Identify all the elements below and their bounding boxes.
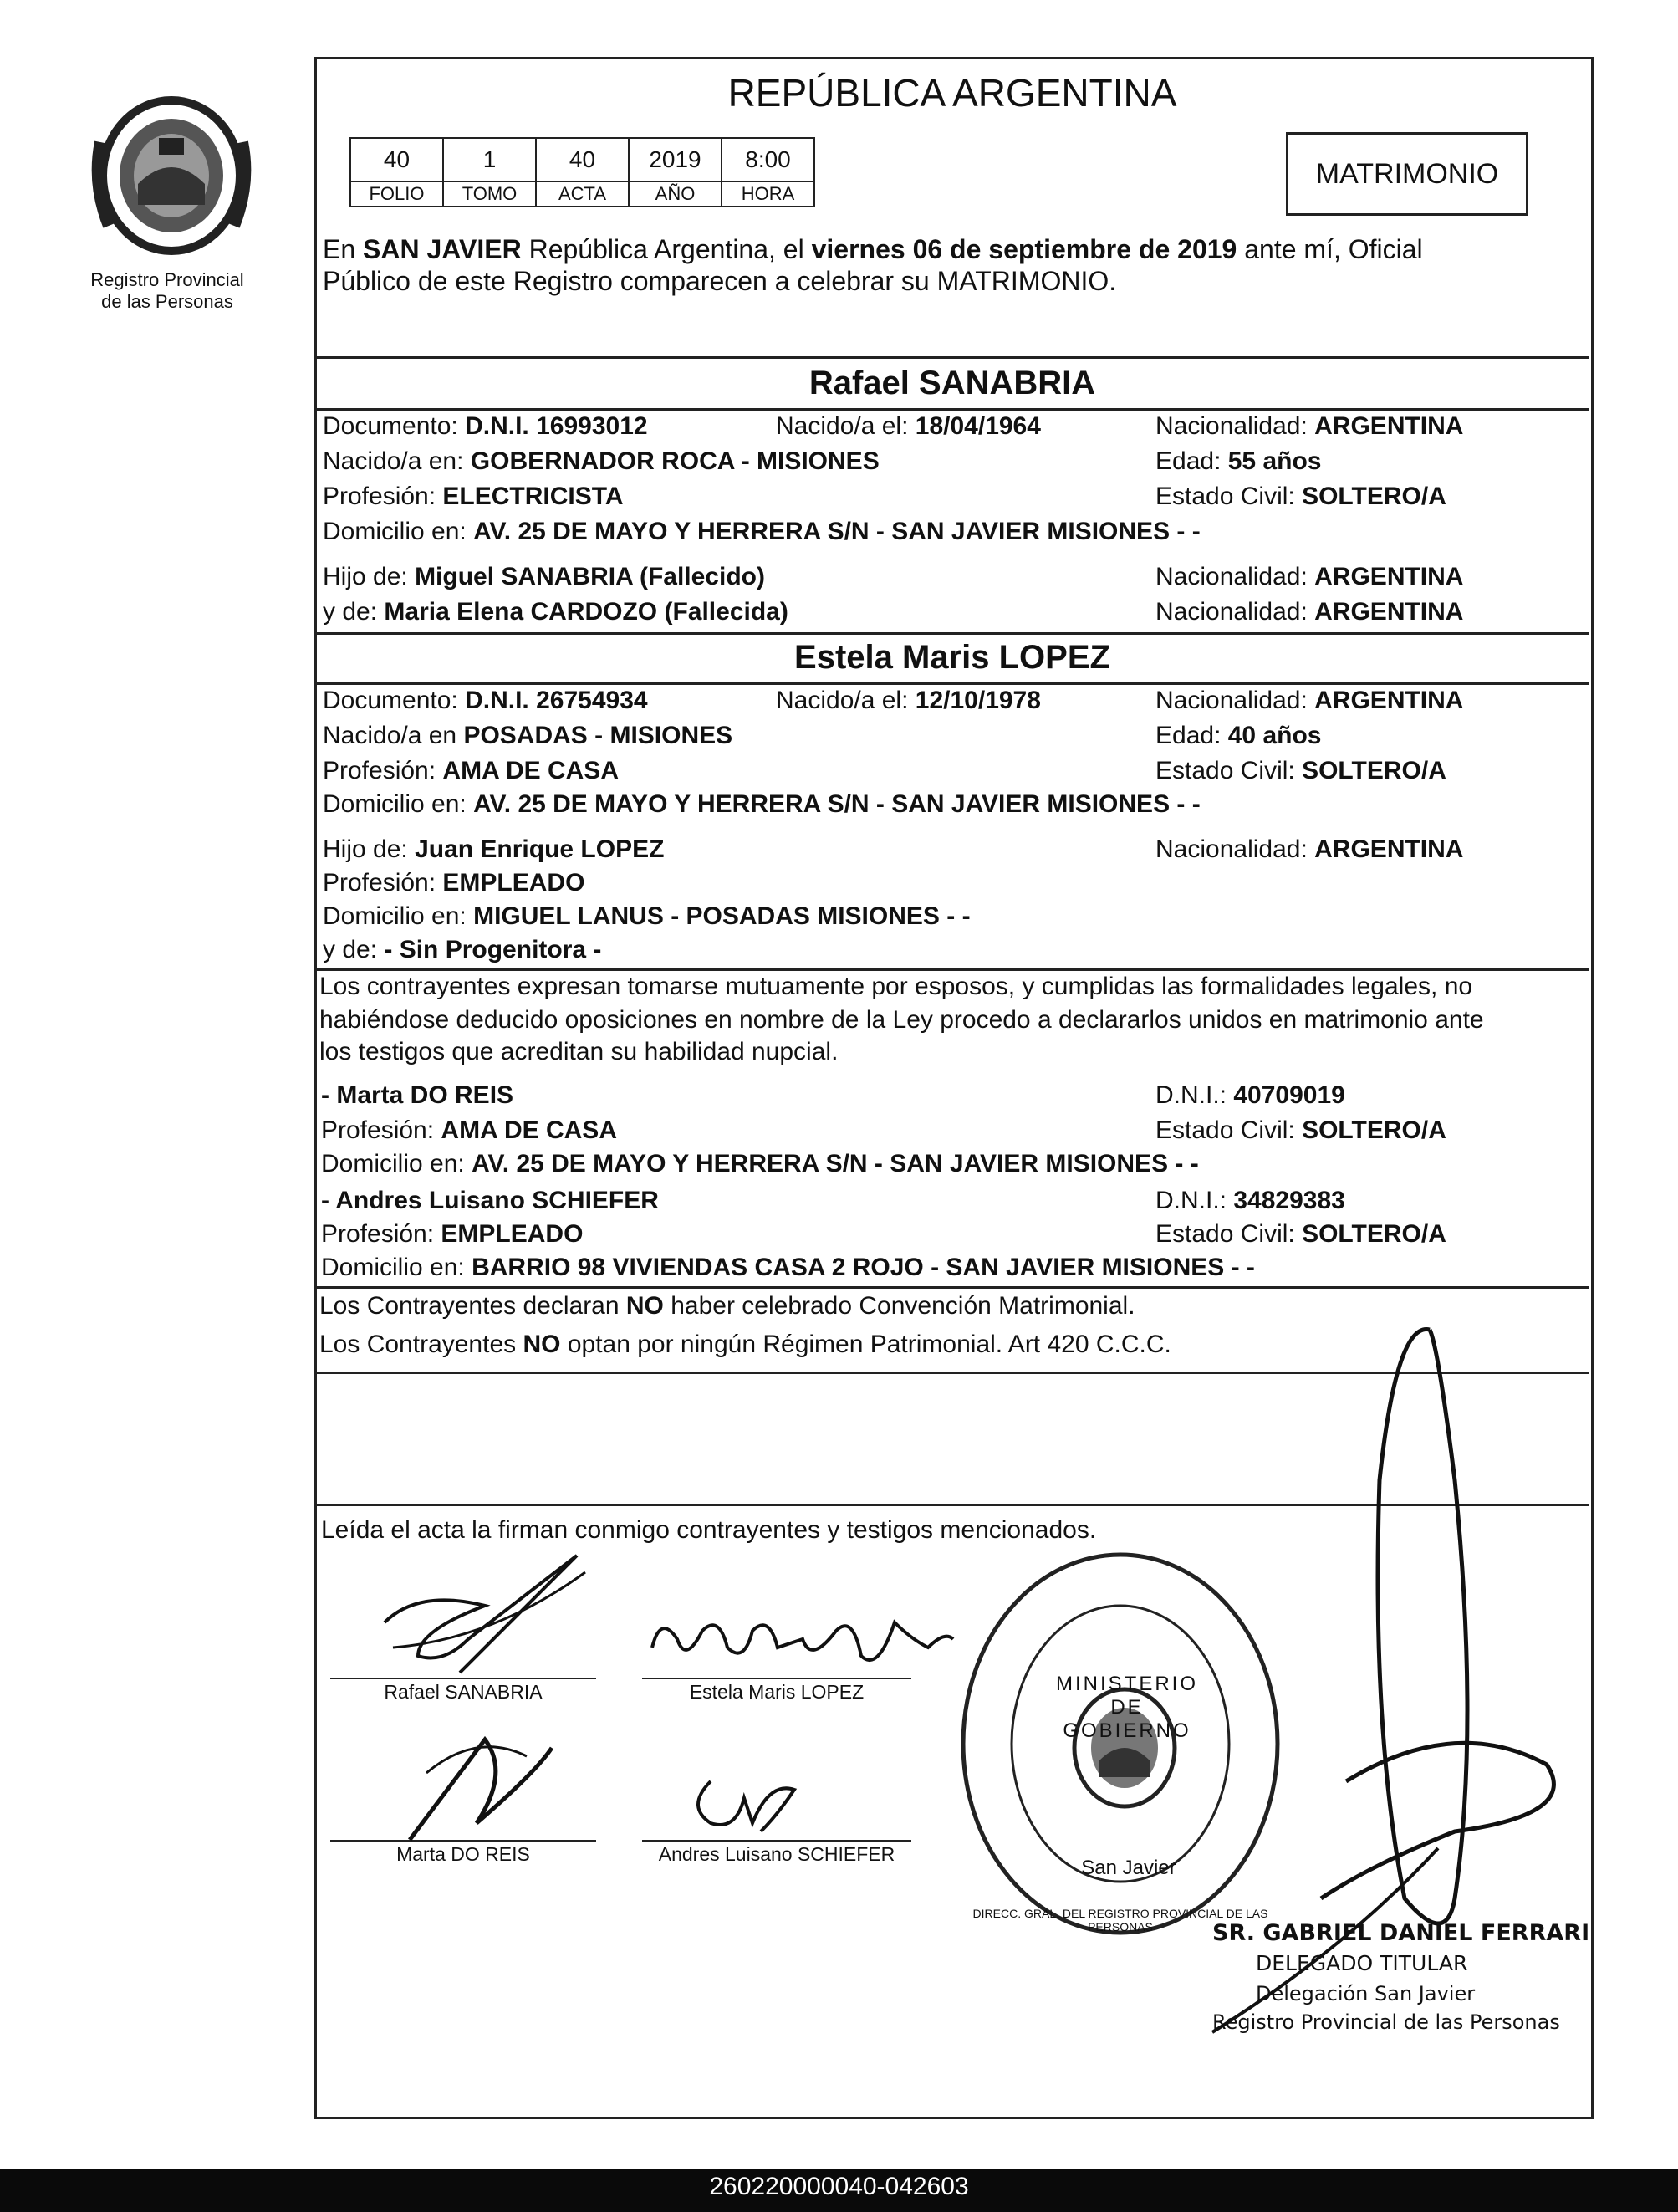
- witness-1-address: Domicilio en: AV. 25 DE MAYO Y HERRERA S/N - SAN JAVIER MISIONES - -: [321, 1150, 1199, 1178]
- groom-mother: y de: Maria Elena CARDOZO (Fallecida): [323, 598, 788, 626]
- groom-father-nationality: Nacionalidad: ARGENTINA: [1155, 563, 1464, 590]
- acta-label: ACTA: [536, 181, 629, 207]
- seal-city: San Javier: [1081, 1857, 1176, 1879]
- bride-nationality: Nacionalidad: ARGENTINA: [1155, 687, 1464, 714]
- seal-inner-text: MINISTERIO DE GOBIERNO: [1055, 1673, 1198, 1742]
- bride-birthplace: Nacido/a en POSADAS - MISIONES: [323, 722, 733, 749]
- bride-civil-status: Estado Civil: SOLTERO/A: [1155, 757, 1446, 784]
- bride-birthdate: Nacido/a el: 12/10/1978: [776, 687, 1041, 714]
- signature-label-witness-2: Andres Luisano SCHIEFER: [658, 1843, 895, 1865]
- witness-2-civil-status: Estado Civil: SOLTERO/A: [1155, 1220, 1446, 1248]
- groom-father: Hijo de: Miguel SANABRIA (Fallecido): [323, 563, 765, 590]
- bride-father-profession: Profesión: EMPLEADO: [323, 869, 585, 897]
- declaration-line-3: los testigos que acreditan su habilidad nupcial.: [319, 1038, 839, 1065]
- folio-value: 40: [350, 138, 443, 181]
- act-type: MATRIMONIO: [1315, 157, 1499, 190]
- bride-mother: y de: - Sin Progenitora -: [323, 936, 602, 963]
- seal-outer-text: DIRECC. GRAL. DEL REGISTRO PROVINCIAL DE LAS PERSONAS: [972, 1907, 1268, 1934]
- intro-line-2: Público de este Registro comparecen a celebrar su MATRIMONIO.: [323, 266, 1117, 296]
- witness-2-dni: D.N.I.: 34829383: [1155, 1187, 1345, 1214]
- officer-role: DELEGADO TITULAR: [1256, 1951, 1468, 1975]
- hora-value: 8:00: [722, 138, 814, 181]
- signature-label-bride: Estela Maris LOPEZ: [689, 1681, 865, 1703]
- officer-office: Delegación San Javier: [1256, 1982, 1476, 2005]
- signature-label-groom: Rafael SANABRIA: [384, 1681, 543, 1703]
- hora-label: HORA: [722, 181, 814, 207]
- provincial-logo: [84, 92, 259, 268]
- ano-value: 2019: [629, 138, 722, 181]
- bride-address: Domicilio en: AV. 25 DE MAYO Y HERRERA S/N - SAN JAVIER MISIONES - -: [323, 790, 1201, 818]
- officer-name: SR. GABRIEL DANIEL FERRARI: [1212, 1920, 1590, 1946]
- officer-registry: Registro Provincial de las Personas: [1212, 2010, 1560, 2034]
- convention-line-1: Los Contrayentes declaran NO haber celebrado Convención Matrimonial.: [319, 1292, 1135, 1320]
- record-table: [349, 137, 815, 207]
- declaration-line-1: Los contrayentes expresan tomarse mutuamente por esposos, y cumplidas las formalidades legales, no: [319, 973, 1473, 1000]
- groom-profession: Profesión: ELECTRICISTA: [323, 483, 624, 510]
- signature-label-witness-1: Marta DO REIS: [396, 1843, 530, 1865]
- footer-code: 260220000040-042603: [709, 2173, 969, 2200]
- groom-birthdate: Nacido/a el: 18/04/1964: [776, 412, 1041, 440]
- convention-line-2: Los Contrayentes NO optan por ningún Régimen Patrimonial. Art 420 C.C.C.: [319, 1331, 1171, 1358]
- act-type-box: [1286, 132, 1528, 216]
- bride-name: Estela Maris LOPEZ: [794, 639, 1110, 676]
- groom-nationality: Nacionalidad: ARGENTINA: [1155, 412, 1464, 440]
- groom-age: Edad: 55 años: [1155, 447, 1322, 475]
- country-title: REPÚBLICA ARGENTINA: [727, 71, 1177, 115]
- witness-2-profession: Profesión: EMPLEADO: [321, 1220, 584, 1248]
- tomo-value: 1: [443, 138, 536, 181]
- groom-birthplace: Nacido/a en: GOBERNADOR ROCA - MISIONES: [323, 447, 880, 475]
- registry-name: Registro Provincial de las Personas: [90, 269, 244, 312]
- intro-line-1: En SAN JAVIER República Argentina, el viernes 06 de septiembre de 2019 ante mí, Oficial: [323, 234, 1423, 264]
- tomo-label: TOMO: [443, 181, 536, 207]
- witness-2-name: - Andres Luisano SCHIEFER: [321, 1187, 659, 1214]
- bride-signature: [644, 1606, 961, 1681]
- bride-father-address: Domicilio en: MIGUEL LANUS - POSADAS MISIONES - -: [323, 902, 971, 930]
- declaration-line-2: habiéndose deducido oposiciones en nombre de la Ley procedo a declararlos unidos en matrimonio ante: [319, 1006, 1484, 1034]
- acta-value: 40: [536, 138, 629, 181]
- officer-stamp: [1212, 1920, 1590, 2034]
- bride-doc: Documento: D.N.I. 26754934: [323, 687, 648, 714]
- bride-profession: Profesión: AMA DE CASA: [323, 757, 619, 784]
- witness-1-dni: D.N.I.: 40709019: [1155, 1081, 1345, 1109]
- bride-father-nationality: Nacionalidad: ARGENTINA: [1155, 835, 1464, 863]
- witness-1-signature: [393, 1723, 577, 1848]
- groom-mother-nationality: Nacionalidad: ARGENTINA: [1155, 598, 1464, 626]
- groom-address: Domicilio en: AV. 25 DE MAYO Y HERRERA S/N - SAN JAVIER MISIONES - -: [323, 518, 1201, 545]
- bride-age: Edad: 40 años: [1155, 722, 1322, 749]
- groom-doc: Documento: D.N.I. 16993012: [323, 412, 648, 440]
- folio-label: FOLIO: [350, 181, 443, 207]
- bride-father: Hijo de: Juan Enrique LOPEZ: [323, 835, 665, 863]
- witness-1-profession: Profesión: AMA DE CASA: [321, 1116, 617, 1144]
- witness-1-name: - Marta DO REIS: [321, 1081, 514, 1109]
- ano-label: AÑO: [629, 181, 722, 207]
- groom-civil-status: Estado Civil: SOLTERO/A: [1155, 483, 1446, 510]
- witness-1-civil-status: Estado Civil: SOLTERO/A: [1155, 1116, 1446, 1144]
- witness-2-address: Domicilio en: BARRIO 98 VIVIENDAS CASA 2 ROJO - SAN JAVIER MISIONES - -: [321, 1254, 1255, 1281]
- groom-name: Rafael SANABRIA: [808, 365, 1096, 401]
- witness-2-signature: [686, 1765, 811, 1840]
- closing-statement: Leída el acta la firman conmigo contrayentes y testigos mencionados.: [321, 1516, 1097, 1544]
- groom-signature: [368, 1539, 619, 1681]
